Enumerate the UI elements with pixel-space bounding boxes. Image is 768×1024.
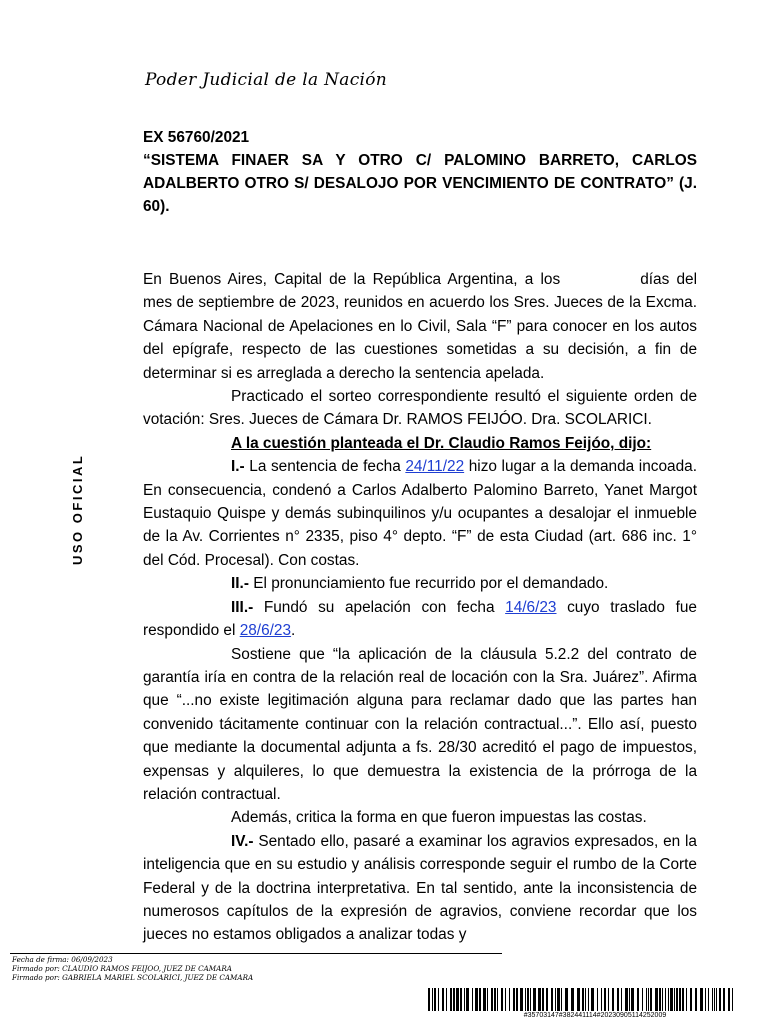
barcode-bar <box>571 988 574 1011</box>
document-main <box>143 126 697 947</box>
barcode-bar <box>716 988 717 1011</box>
barcode-bar <box>714 988 715 1011</box>
barcode-bar <box>565 988 568 1011</box>
intro-text-b: días del mes de septiembre de 2023, reunidos en acuerdo los Sres. Jueces de la Excma. Cámara Nacional de Apelaciones en lo Civil, Sala “F” para conocer en los autos del epígrafe, respecto de las cuestiones sometidas a su decisión, a fin de determinar si es arreglada a derecho la sentencia apelada. <box>143 271 698 382</box>
paragraph-vote-order: Practicado el sorteo correspondiente resultó el siguiente orden de votación: Sres. Jueces de Cámara Dr. RAMOS FEIJÓO. Dra. SCOLARICI. <box>143 388 697 429</box>
barcode-bar <box>577 988 580 1011</box>
barcode-bar <box>555 988 556 1011</box>
barcode-bar <box>479 988 481 1011</box>
intro-text-a: En Buenos Aires, Capital de la República Argentina, a los <box>143 271 561 288</box>
barcode-bar <box>428 988 430 1011</box>
barcode-bar <box>662 988 663 1011</box>
barcode-bar <box>676 988 678 1011</box>
barcode-bar <box>712 988 713 1011</box>
section-4-text: Sentado ello, pasaré a examinar los agravios expresados, en la inteligencia que en su estudio y análisis corresponde seguir el rumbo de la Corte Federal y de la doctrina interpretativa. En tal sentido, ante la inconsistencia de numerosos capítulos de la expresión de agravios, conviene recordar que los jueces no estamos obligados a analizar todas y <box>143 832 697 944</box>
barcode-bar <box>705 988 706 1011</box>
official-use-label: USO OFICIAL <box>70 453 85 565</box>
barcode-bar <box>557 988 560 1011</box>
barcode-bar <box>513 988 515 1011</box>
barcode-bar <box>453 988 455 1011</box>
barcode-bar <box>690 988 692 1011</box>
signature-judge-2: Firmado por: GABRIELA MARIEL SCOLARICI, JUEZ DE CAMARA <box>12 973 254 983</box>
barcode-bar <box>509 988 510 1011</box>
barcode-number: #35703147#382441114#20230905114252009 <box>523 1012 667 1019</box>
barcode-bar <box>668 988 669 1011</box>
barcode-bar <box>497 988 498 1011</box>
barcode-bar <box>527 988 529 1011</box>
barcode-bar <box>460 988 462 1011</box>
barcode-bar <box>650 988 652 1011</box>
barcode-bar <box>450 988 452 1011</box>
barcode-bar <box>604 988 606 1011</box>
sentence-date-link[interactable]: 24/11/22 <box>405 458 465 476</box>
barcode-bar <box>582 988 584 1011</box>
barcode-bar <box>438 988 439 1011</box>
barcode-bar <box>637 988 639 1011</box>
section-1-text-a: La sentencia de fecha <box>244 458 406 476</box>
barcode-bar <box>695 988 697 1011</box>
section-1-text-b: hizo lugar a la demanda incoada. En consecuencia, condenó a Carlos Adalberto Palomino Barreto, Yanet Margot Eustaquio Quispe y demás subinquilinos y/u ocupantes a desalojar el inmueble de la Av. Corrientes n° 2335, piso 4° depto. “F” de esta Ciudad (art. 686 inc. 1° del Cód. Procesal). Con costas. <box>143 458 697 569</box>
document-body <box>143 268 697 947</box>
section-heading-paragraph <box>143 432 697 455</box>
barcode-bar <box>456 988 459 1011</box>
barcode-bar <box>551 988 553 1011</box>
barcode-bar <box>629 988 630 1011</box>
barcode-bar <box>648 988 649 1011</box>
barcode-bar <box>494 988 496 1011</box>
section-heading: A la cuestión planteada el Dr. Claudio Ramos Feijóo, dijo: <box>231 434 652 452</box>
section-3-text-a: Fundó su apelación con fecha <box>253 598 506 616</box>
barcode-bar <box>546 988 548 1011</box>
barcode-bar <box>542 988 544 1011</box>
barcode-bar <box>487 988 488 1011</box>
barcode-bar <box>659 988 661 1011</box>
barcode-bar <box>612 988 614 1011</box>
barcode-bar <box>491 988 493 1011</box>
paragraph-section-4 <box>143 830 697 947</box>
section-3-text-c: . <box>291 622 296 640</box>
signature-date: Fecha de firma: 06/09/2023 <box>12 955 113 964</box>
appeal-date-link[interactable]: 14/6/23 <box>505 598 557 616</box>
section-number-4: IV.- <box>231 832 254 850</box>
barcode-bar <box>588 988 589 1011</box>
barcode-bar <box>597 988 598 1011</box>
barcode-bar <box>464 988 465 1011</box>
section-number-2: II.- <box>231 575 249 593</box>
barcode-bar <box>700 988 703 1011</box>
barcode-bar <box>466 988 469 1011</box>
barcode-bar <box>442 988 444 1011</box>
section-number-3: III.- <box>231 598 254 616</box>
barcode-bar <box>601 988 602 1011</box>
case-title: “SISTEMA FINAER SA Y OTRO C/ PALOMINO BARRETO, CARLOS ADALBERTO OTRO S/ DESALOJO POR VENCIMIENTO DE CONTRATO” (J. 60). <box>143 152 697 215</box>
signature-judge-1: Firmado por: CLAUDIO RAMOS FEIJOO, JUEZ DE CAMARA <box>12 964 232 974</box>
barcode-bar <box>591 988 594 1011</box>
barcode-bar <box>625 988 628 1011</box>
barcode-image <box>428 988 736 1011</box>
barcode-bar <box>561 988 562 1011</box>
barcode-bar <box>585 988 586 1011</box>
barcode-bar <box>475 988 478 1011</box>
reply-date-link[interactable]: 28/6/23 <box>239 622 292 640</box>
paragraph-intro <box>143 268 697 385</box>
section-3-text-b: cuyo traslado fue respondido el <box>143 598 697 640</box>
barcode-bar <box>723 988 725 1011</box>
footer-divider <box>10 953 502 954</box>
signature-footer <box>12 955 253 983</box>
court-header-title: Poder Judicial de la Nación <box>145 70 388 90</box>
barcode-bar <box>608 988 609 1011</box>
barcode-bar <box>516 988 518 1011</box>
paragraph-section-1 <box>143 455 697 572</box>
barcode-bar <box>505 988 506 1011</box>
barcode-bar <box>682 988 684 1011</box>
barcode-bar <box>665 988 666 1011</box>
barcode-bar <box>483 988 486 1011</box>
barcode-bar <box>520 988 523 1011</box>
case-number: EX 56760/2021 <box>143 129 250 146</box>
barcode-bar <box>728 988 730 1011</box>
barcode-bar <box>686 988 687 1011</box>
barcode-bar <box>670 988 673 1011</box>
barcode-bar <box>525 988 526 1011</box>
paragraph-section-3 <box>143 596 697 643</box>
barcode-bar <box>533 988 536 1011</box>
barcode-bar <box>631 988 634 1011</box>
barcode-bar <box>617 988 619 1011</box>
barcode-bar <box>434 988 436 1011</box>
barcode-bar <box>674 988 675 1011</box>
barcode-bar <box>679 988 681 1011</box>
paragraph-sostiene: Sostiene que “la aplicación de la cláusula 5.2.2 del contrato de garantía iría en contra de la relación real de locación con la Sra. Juárez”. Afirma que “...no existe legitimación alguna para reclamar dado que las partes han convenido tácitamente continuar con la relación contractual...”. Ello así, puesto que mediante la documental adjunta a fs. 28/30 acreditó el pago de impuestos, expensas y alquileres, lo que demuestra la existencia de la prórroga de la relación contractual. <box>143 645 697 803</box>
barcode-bar <box>732 988 733 1011</box>
barcode-bar <box>646 988 647 1011</box>
paragraph-section-2 <box>143 572 697 595</box>
barcode-bar <box>432 988 433 1011</box>
barcode-bar <box>446 988 447 1011</box>
barcode-bar <box>642 988 643 1011</box>
section-number-1: I.- <box>231 458 245 476</box>
barcode-bar <box>655 988 658 1011</box>
barcode-bar <box>501 988 503 1011</box>
barcode-bar <box>530 988 531 1011</box>
section-2-text: El pronunciamiento fue recurrido por el demandado. <box>248 575 609 593</box>
barcode-bar <box>719 988 721 1011</box>
barcode-bar <box>708 988 709 1011</box>
paragraph-ademas: Además, critica la forma en que fueron impuestas las costas. <box>231 809 647 827</box>
barcode-bar <box>472 988 473 1011</box>
barcode-bar <box>621 988 622 1011</box>
barcode-bar <box>538 988 541 1011</box>
